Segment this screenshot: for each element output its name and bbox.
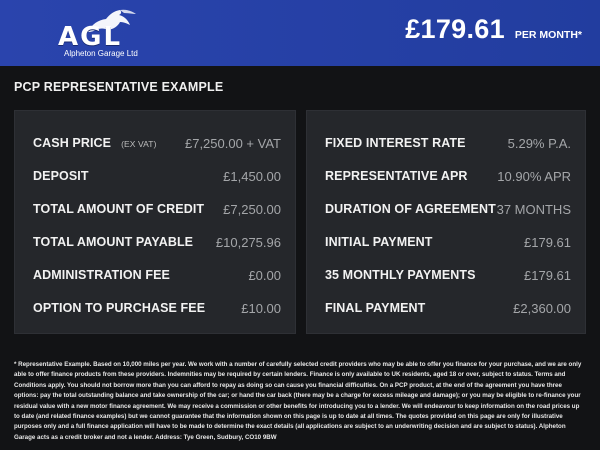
row-label: DURATION OF AGREEMENT (325, 202, 496, 216)
interest-rate-row (325, 133, 571, 153)
row-value: £2,360.00 (513, 300, 571, 316)
row-value: 37 MONTHS (496, 201, 571, 217)
deposit-row (33, 166, 281, 186)
row-value: £179.61 (524, 234, 571, 250)
row-value: £179.61 (524, 267, 571, 283)
duration-row (325, 199, 571, 219)
section-title: PCP REPRESENTATIVE EXAMPLE (14, 80, 224, 94)
row-label: ADMINISTRATION FEE (33, 268, 170, 282)
row-label: INITIAL PAYMENT (325, 235, 433, 249)
row-value: 5.29% P.A. (507, 135, 571, 151)
cash-price-row (33, 133, 281, 153)
finance-disclaimer: * Representative Example. Based on 10,000 miles per year. We work with a number of carefully selected credit providers who may be able to offer you finance for your purchase, and we are only able to offer finance products from these providers. Indemnities may be required by certain lenders. Finance is only available to UK residents, aged 18 or over, subject to status. Terms and Conditions apply. You should not borrow more than you can afford to repay as doing so can cause you financial difficulties. On a PCP product, at the end of the agreement you have three options: pay the total outstanding balance and take ownership of the car; or hand the car back (there may be a charge for excess mileage and damage); or you may be eligible to re-finance your residual value with a new motor finance agreement. We may receive a commission or other benefits for introducing you to a lender. We will endeavour to keep information on the road prices up to date (and related finance examples) but we cannot guarantee that the information shown on this page is up to date at all times. The quotes provided on this page are only for illustrative purposes only and a full finance application will have to be made to determine the exact details (all applications are subject to an underwriting decision and are subject to status). Alpheton Garage acts as a credit broker and not a lender. Address: Tye Green, Sudbury, CO10 9BW (14, 361, 582, 441)
row-label: FIXED INTEREST RATE (325, 136, 466, 150)
row-label: OPTION TO PURCHASE FEE (33, 301, 206, 315)
row-value: £1,450.00 (223, 168, 281, 184)
row-value: £7,250.00 (223, 201, 281, 217)
row-label: FINAL PAYMENT (325, 301, 426, 315)
monthly-payments-row (325, 265, 571, 285)
logo-letters: AGL (58, 22, 123, 52)
row-label: REPRESENTATIVE APR (325, 169, 468, 183)
company-logo[interactable] (56, 8, 152, 56)
finance-panel-left (14, 110, 296, 334)
price-value: £179.61 (405, 14, 505, 44)
row-label: CASH PRICE (EX VAT) (33, 136, 157, 150)
monthly-price (405, 14, 582, 50)
row-label: 35 MONTHLY PAYMENTS (325, 268, 476, 282)
row-value: £0.00 (248, 267, 281, 283)
purchase-fee-row (33, 298, 281, 318)
total-credit-row (33, 199, 281, 219)
final-payment-row (325, 298, 571, 318)
finance-panel-right (306, 110, 586, 334)
apr-row (325, 166, 571, 186)
ex-vat-note: (EX VAT) (121, 139, 157, 149)
row-value: £10.00 (241, 300, 281, 316)
logo-subtitle: Alpheton Garage Ltd (64, 49, 138, 58)
initial-payment-row (325, 232, 571, 252)
row-value: 10.90% APR (497, 168, 571, 184)
row-value: £10,275.96 (215, 234, 281, 250)
row-label: DEPOSIT (33, 169, 89, 183)
per-month-label: PER MONTH* (514, 29, 582, 41)
header-bar (0, 0, 600, 66)
admin-fee-row (33, 265, 281, 285)
row-value: £7,250.00 + VAT (184, 135, 281, 151)
row-label: TOTAL AMOUNT PAYABLE (33, 235, 194, 249)
total-payable-row (33, 232, 281, 252)
row-label: TOTAL AMOUNT OF CREDIT (33, 202, 205, 216)
